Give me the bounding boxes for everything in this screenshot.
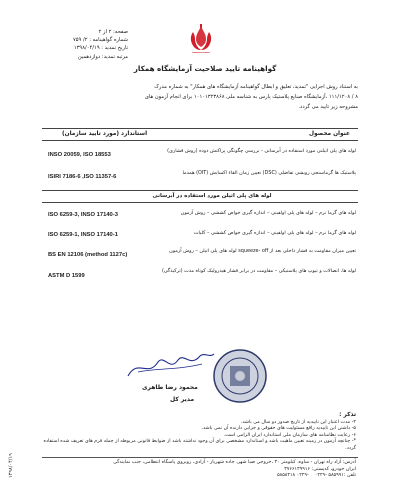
- product-cell: لوله های گرما نرم – لوله های پلی اولفینی – اندازه گیری خواص کششی – کلیات: [193, 230, 356, 236]
- renewal-date: تاریخ تمدید : ۱۳۹۸/۰۴/۱۹: [73, 45, 128, 52]
- standard-cell: ISO 6259-3, INSO 17140-3: [48, 212, 118, 218]
- certificate-meta: [44, 28, 128, 61]
- product-cell: لوله ها، اتصالات و تیوپ های پلاستیکی – مقاومت در برابر فشار هیدرولیک کوتاه مدت (ترکیدگی): [161, 268, 356, 274]
- standard-cell: BS EN 12106 (method 1127c): [48, 252, 128, 258]
- standard-cell: ISIRI 7186-6 ,ISO 11357-6: [48, 174, 117, 180]
- note-item: ۶- رعایت نظامنامه های سازمان ملی استاندارد ایران الزامی است.: [223, 432, 356, 438]
- product-cell: تعیین میزان مقاومت به فشار داخلی بعد از squeeze- off لوله های پلی اتیلن – روش آزمون: [169, 248, 356, 254]
- column-header-standard: استاندارد (مورد تایید سازمان): [62, 131, 148, 137]
- signature-scribble: [118, 348, 218, 384]
- product-cell: پلاستیک ها گرماسنجی روبشی تفاضلی (DSC) تعیین زمان القاء اکسایش (OIT) همدما: [182, 170, 356, 176]
- table-rule: [42, 190, 358, 191]
- table-rule: [42, 202, 358, 203]
- notes-list: [40, 420, 356, 452]
- standard-cell: ASTM D 1599: [48, 273, 85, 279]
- product-cell: لوله های گرما نرم – لوله های پلی اولفینی – اندازه گیری خواص کششی – روش آزمون: [180, 210, 356, 216]
- page-number: صفحه: ۲ از ۲: [98, 29, 128, 35]
- intro-line: به استناد روش اجرایی "تمدید، تعلیق و ابطال گواهینامه آزمایشگاه های همکار" به شماره مدرک: [154, 84, 358, 90]
- side-margin-note: [6, 420, 16, 480]
- phone-number: تلفن :۵۸۵۹۹۱ -۰۲۲۹: [314, 473, 356, 479]
- signatory-role: مدیر کل: [170, 396, 195, 403]
- tests-table: [42, 128, 358, 368]
- renewal-rank: مرتبه تمدید: دوازدهمین: [77, 53, 128, 60]
- notes-title: تذکر :: [339, 412, 356, 418]
- category-label: لوله های پلی اتیلن مورد استفاده در آبرسانی: [152, 193, 272, 199]
- address-line: ایران خودرو، کدپستی: ۳۷۶۶۱۳۹۹۱۶: [284, 466, 356, 472]
- fax-number: -۰۲۲۹ ۵۸۵۸۴۱۸: [277, 473, 309, 479]
- table-header-rule: [42, 140, 358, 141]
- standard-cell: ISO 6259-1, INSO 17140-1: [48, 232, 118, 238]
- intro-paragraph: [40, 82, 358, 112]
- note-item: *- چنانچه آزمون در زمینه تعیین ماهیت باشد و استاندارد مشخصی برای آن وجود نداشته باشد از ضوابط فانونی مربوطه از جمله فرم های تعریف شده استفاده گردد.: [43, 439, 356, 451]
- intro-line: ۸ / ۱۱۱/۱۲۰۸ ،آزمایشگاه صنایع پلاستیک پارس به شناسه ملی ۱۰۱۰۱۳۲۳۸۶۸ برای انجام آزمون های: [144, 94, 358, 100]
- intro-line: مشروحه زیر تایید می گردد.: [298, 104, 358, 110]
- footer-rule: [42, 457, 358, 458]
- note-item: ۴- مدت اعتبار این تاییدیه از تاریخ صدور دو سال می باشد.: [240, 420, 356, 425]
- table-top-rule: [42, 128, 358, 129]
- side-margin-text: ۱۳۹۸/۰۴/۱۹: [8, 453, 14, 478]
- signatory-name: محمود رضا طاهری: [142, 384, 198, 391]
- certificate-title: گواهینامه تایید صلاحیت آزمایشگاه همکار: [133, 64, 277, 73]
- note-item: ۵- داشتن این تاییدیه رافع مسئولیت های حقوقی و جزایی دارنده آن نمی باشد.: [201, 426, 356, 432]
- phone-line: [40, 473, 356, 480]
- standard-cell: INSO 20059, ISO 18553: [48, 152, 111, 158]
- address-line: آدرس: آزاد راه تهران - ساوه، کیلومتر ۳۰ ،خروجی صبا شهر، جاده شهریار - آزادی، روبروی پاسگاه انتظامی، جنب نمایندگی: [113, 460, 356, 465]
- certificate-number: شماره گواهینامه : ۲/ ۷۵۹: [72, 37, 128, 44]
- column-header-product: عنوان محصول: [308, 131, 350, 137]
- official-stamp: [210, 346, 270, 406]
- footer-address: [40, 460, 356, 480]
- product-cell: لوله های پلی اتیلنی مورد استفاده در آبرسانی - بررسی چگونگی پراکنش دوده (روش فشاری): [167, 148, 356, 154]
- iran-emblem-logo: [184, 22, 218, 56]
